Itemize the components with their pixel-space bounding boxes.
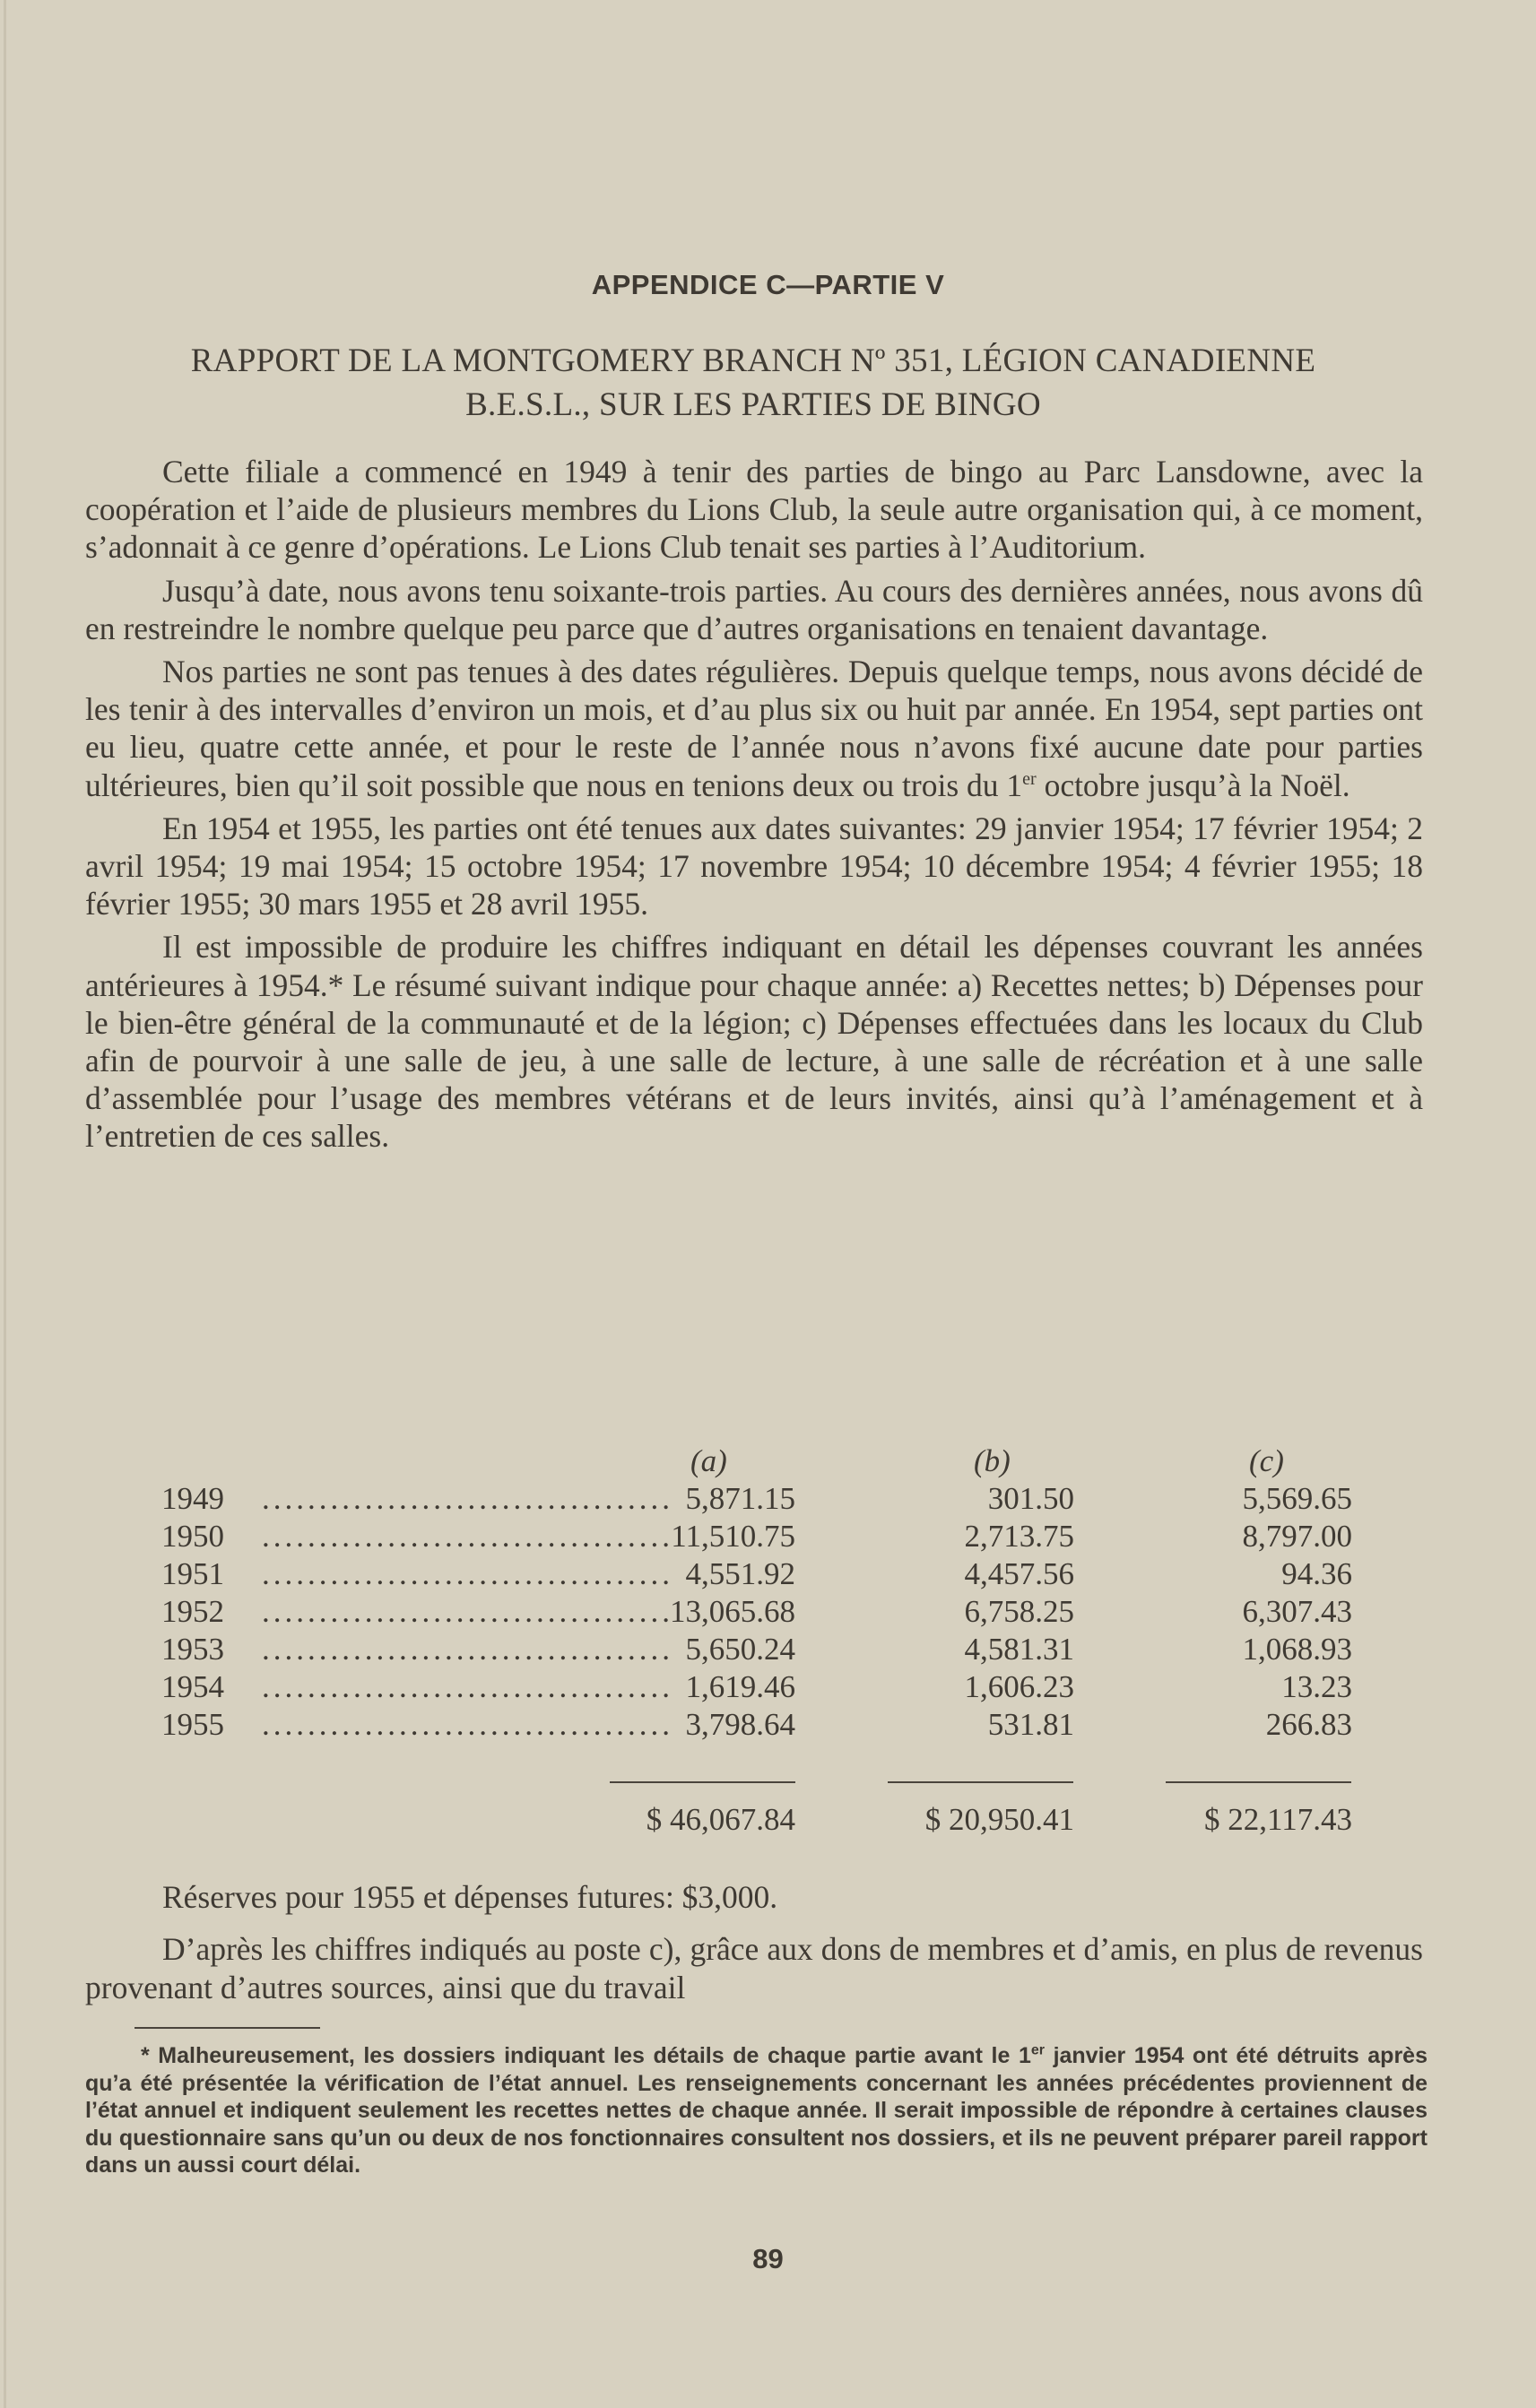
cell-c: 94.36 — [1281, 1556, 1352, 1591]
column-header-a: (a) — [690, 1443, 727, 1478]
sum-rule-c — [1166, 1781, 1351, 1783]
cell-b: 301.50 — [987, 1481, 1074, 1516]
cell-c: 8,797.00 — [1242, 1519, 1352, 1554]
cell-a: 13,065.68 — [670, 1594, 795, 1629]
table-row — [0, 1481, 1536, 1519]
page-number: 89 — [752, 2243, 784, 2274]
total-a: $ 46,067.84 — [646, 1802, 795, 1837]
footnote — [85, 2042, 1428, 2179]
total-c: $ 22,117.43 — [1204, 1802, 1352, 1837]
paragraph-1: Cette filiale a commencé en 1949 à tenir des parties de bingo au Parc Lansdowne, avec la coopération et l’aide de plusieurs membres du Lions Club, la seule autre organisation qui, à ce moment, s’adonnait à ce genre d’opérations. Le Lions Club tenait ses parties à l’Auditorium. — [85, 454, 1423, 566]
dot-leader: .................................... — [262, 1556, 673, 1591]
cell-c: 5,569.65 — [1242, 1481, 1352, 1516]
dot-leader: .................................... — [262, 1481, 673, 1516]
cell-a: 5,650.24 — [685, 1632, 795, 1667]
body-text — [85, 453, 1423, 1161]
report-title — [85, 339, 1421, 427]
cell-b: 1,606.23 — [964, 1669, 1074, 1704]
paragraph-4: En 1954 et 1955, les parties ont été tenues aux dates suivantes: 29 janvier 1954; 17 février 1954; 2 avril 1954; 19 mai 1954; 15 octobre 1954; 17 novembre 1954; 10 décembre 1954; 4 février 1955; 18 février 1955; 30 mars 1955 et 28 avril 1955. — [85, 810, 1423, 922]
cell-b: 2,713.75 — [964, 1519, 1074, 1554]
footnote-text: * Malheureusement, les dossiers indiquant les détails de chaque partie avant le 1er janvier 1954 ont été détruits après qu’a été présentée la vérification de l’état annuel. Les renseignements concernant les années précédentes proviennent de l’état annuel et indiquent seulement les recettes nettes de chaque année. Il serait impossible de répondre à certaines clauses du questionnaire sans qu’un ou deux de nos fonctionnaires consultent nos dossiers, et ils ne peuvent préparer pareil rapport dans un aussi court délai. — [85, 2042, 1428, 2178]
cell-b: 531.81 — [987, 1707, 1074, 1742]
table-row — [0, 1556, 1536, 1594]
cell-a: 11,510.75 — [671, 1519, 795, 1554]
dot-leader: .................................... — [262, 1707, 673, 1742]
paragraph-2: Jusqu’à date, nous avons tenu soixante-trois parties. Au cours des dernières années, nous avons dû en restreindre le nombre quelque peu parce que d’autres organisations en tenaient davantage. — [85, 572, 1423, 646]
sum-rule-a — [610, 1781, 795, 1783]
paragraph-6: D’après les chiffres indiqués au poste c), grâce aux dons de membres et d’amis, en plus de revenus provenant d’autres sources, ainsi que du travail — [85, 1931, 1423, 2005]
paragraph-5: Il est impossible de produire les chiffres indiquant en détail les dépenses couvrant les années antérieures à 1954.* Le résumé suivant indique pour chaque année: a) Recettes nettes; b) Dépenses pour le bien-être général de la communauté et de la légion; c) Dépenses effectuées dans les locaux du Club afin de pourvoir à une salle de jeu, à une salle de lecture, à une salle de récréation et à une salle d’assemblée pour l’usage des membres vétérans et de leurs invités, ainsi qu’à l’aménagement et à l’entretien de ces salles. — [85, 929, 1423, 1155]
report-title-line-1: RAPPORT DE LA MONTGOMERY BRANCH Nº 351, LÉGION CANADIENNE — [190, 342, 1316, 379]
cell-c: 1,068.93 — [1242, 1632, 1352, 1667]
cell-b: 4,581.31 — [964, 1632, 1074, 1667]
row-year: 1954 — [161, 1669, 224, 1704]
column-header-c: (c) — [1249, 1443, 1284, 1478]
table-row — [0, 1594, 1536, 1632]
row-year: 1955 — [161, 1707, 224, 1742]
page-edge — [4, 0, 6, 2408]
total-b: $ 20,950.41 — [924, 1802, 1074, 1837]
cell-b: 4,457.56 — [964, 1556, 1074, 1591]
row-year: 1953 — [161, 1632, 224, 1667]
dot-leader: .................................... — [262, 1632, 673, 1667]
paragraph-3: Nos parties ne sont pas tenues à des dates régulières. Depuis quelque temps, nous avons décidé de les tenir à des intervalles d’environ un mois, et d’au plus six ou huit par année. En 1954, sept parties ont eu lieu, quatre cette année, et pour le reste de l’année nous n’avons fixé aucune date pour parties ultérieures, bien qu’il soit possible que nous en tenions deux ou trois du 1er octobre jusqu’à la Noël. — [85, 654, 1423, 803]
cell-b: 6,758.25 — [964, 1594, 1074, 1629]
cell-a: 4,551.92 — [685, 1556, 795, 1591]
sum-rule-b — [888, 1781, 1073, 1783]
dot-leader: .................................... — [262, 1594, 673, 1629]
dot-leader: .................................... — [262, 1669, 673, 1704]
row-year: 1949 — [161, 1481, 224, 1516]
report-title-line-2: B.E.S.L., SUR LES PARTIES DE BINGO — [465, 386, 1041, 423]
closing-paragraph — [85, 1930, 1423, 2007]
table-row — [0, 1519, 1536, 1556]
reserve-line: Réserves pour 1955 et dépenses futures: $3,000. — [162, 1879, 778, 1915]
cell-a: 1,619.46 — [685, 1669, 795, 1704]
appendix-heading: APPENDICE C—PARTIE V — [591, 269, 945, 300]
cell-c: 6,307.43 — [1242, 1594, 1352, 1629]
table-row — [0, 1669, 1536, 1707]
cell-a: 3,798.64 — [685, 1707, 795, 1742]
dot-leader: .................................... — [262, 1519, 673, 1554]
table-row — [0, 1632, 1536, 1669]
cell-c: 13.23 — [1281, 1669, 1352, 1704]
row-year: 1951 — [161, 1556, 224, 1591]
footnote-rule — [135, 2027, 320, 2029]
row-year: 1952 — [161, 1594, 224, 1629]
table-row — [0, 1707, 1536, 1745]
column-header-b: (b) — [974, 1443, 1011, 1478]
cell-c: 266.83 — [1265, 1707, 1352, 1742]
cell-a: 5,871.15 — [685, 1481, 795, 1516]
row-year: 1950 — [161, 1519, 224, 1554]
